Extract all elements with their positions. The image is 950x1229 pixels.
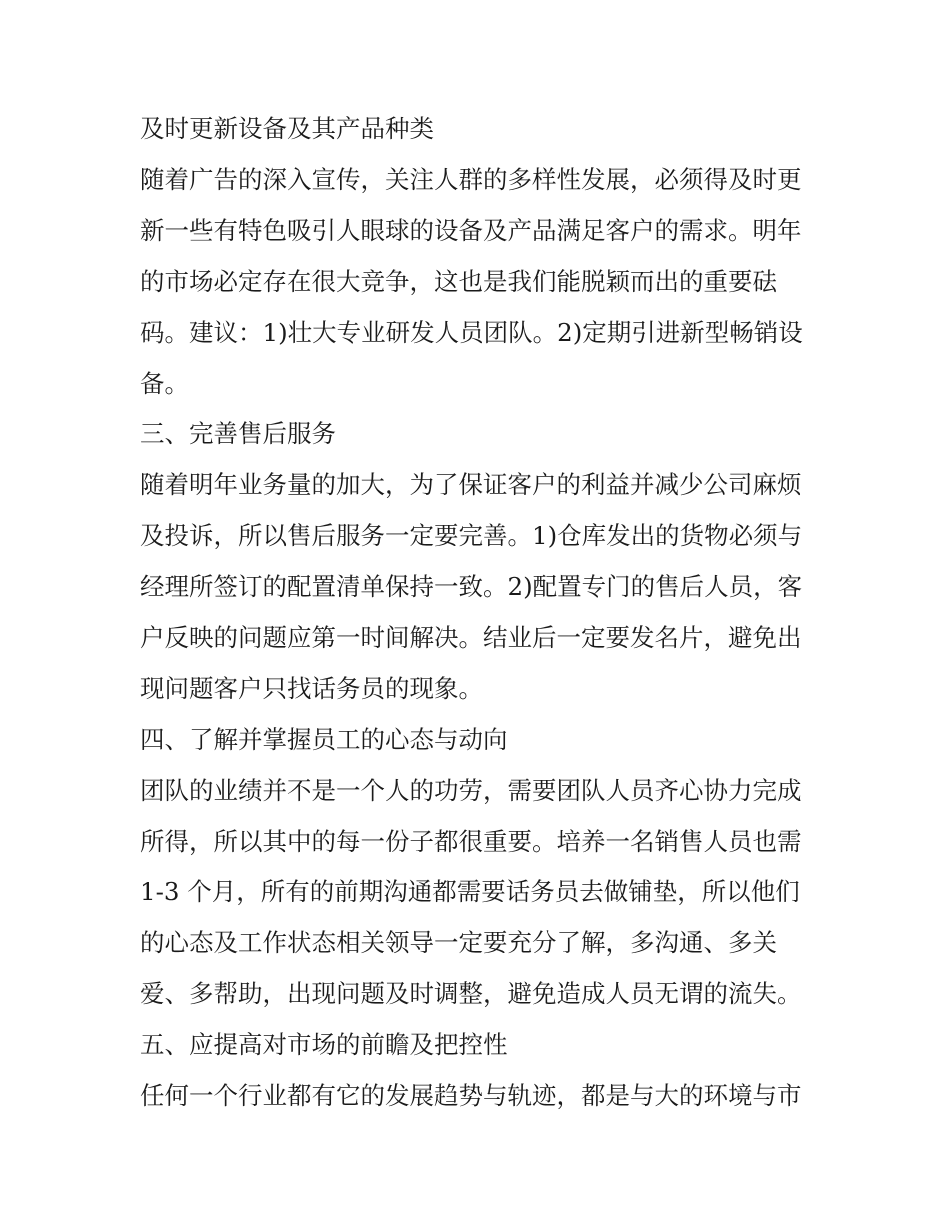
paragraph-line: 团队的业绩并不是一个人的功劳，需要团队人员齐心协力完成	[140, 776, 802, 805]
section-heading-employee-mindset: 四、了解并掌握员工的心态与动向	[140, 725, 508, 754]
paragraph-line: 任何一个行业都有它的发展趋势与轨迹，都是与大的环境与市	[140, 1081, 802, 1110]
paragraph-line: 的市场必定存在很大竞争，这也是我们能脱颖而出的重要砝	[140, 267, 777, 296]
paragraph-line: 随着广告的深入宣传，关注人群的多样性发展，必须得及时更	[140, 165, 802, 194]
paragraph-line: 户反映的问题应第一时间解决。结业后一定要发名片，避免出	[140, 623, 802, 652]
section-heading-equipment-update: 及时更新设备及其产品种类	[140, 114, 434, 143]
paragraph-line: 所得，所以其中的每一份子都很重要。培养一名销售人员也需	[140, 827, 802, 856]
paragraph-line: 爱、多帮助，出现问题及时调整，避免造成人员无谓的流失。	[140, 979, 802, 1008]
paragraph-line: 的心态及工作状态相关领导一定要充分了解，多沟通、多关	[140, 928, 777, 957]
section-heading-market-foresight: 五、应提高对市场的前瞻及把控性	[140, 1030, 508, 1059]
paragraph-line: 码。建议：1)壮大专业研发人员团队。2)定期引进新型畅销设	[140, 318, 803, 347]
paragraph-line: 经理所签订的配置清单保持一致。2)配置专门的售后人员，客	[140, 572, 803, 601]
paragraph-line: 备。	[140, 369, 189, 398]
paragraph-line: 新一些有特色吸引人眼球的设备及产品满足客户的需求。明年	[140, 216, 802, 245]
paragraph-line: 1-3 个月，所有的前期沟通都需要话务员去做铺垫，所以他们	[140, 877, 800, 906]
paragraph-line: 现问题客户只找话务员的现象。	[140, 674, 483, 703]
paragraph-line: 及投诉，所以售后服务一定要完善。1)仓库发出的货物必须与	[140, 521, 803, 550]
paragraph-line: 随着明年业务量的加大，为了保证客户的利益并减少公司麻烦	[140, 470, 802, 499]
section-heading-after-sales-service: 三、完善售后服务	[140, 419, 336, 448]
